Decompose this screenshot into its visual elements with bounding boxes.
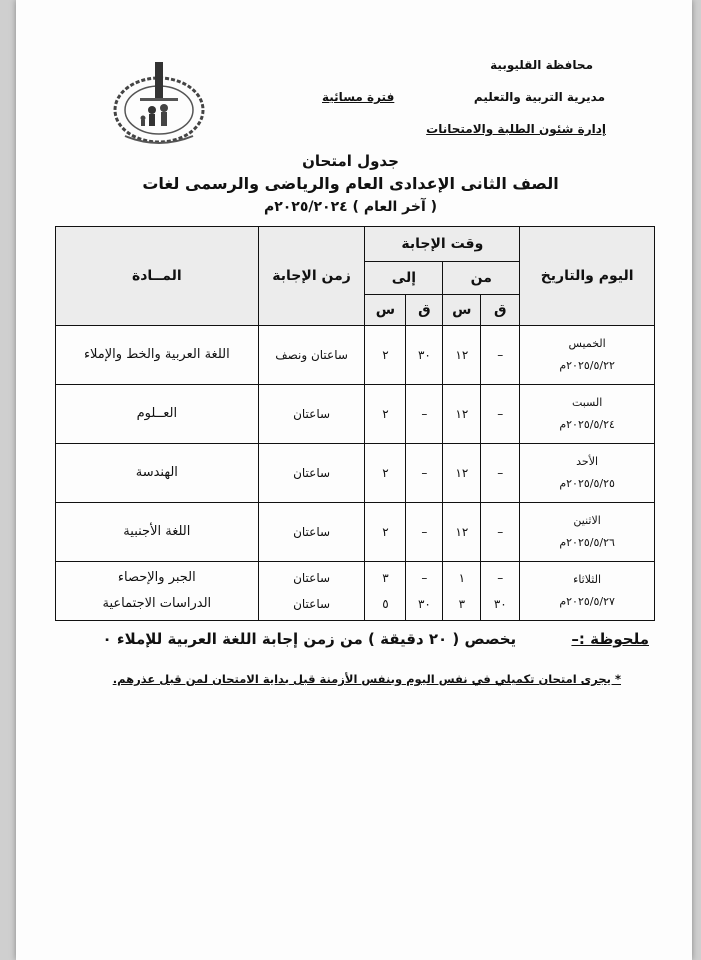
header-day-date: اليوم والتاريخ bbox=[520, 227, 655, 326]
subject-cell bbox=[56, 562, 259, 621]
to-minute-cell bbox=[406, 444, 443, 503]
duration-cell bbox=[258, 444, 365, 503]
subject-cell bbox=[56, 385, 259, 444]
to-hour-cell bbox=[365, 562, 406, 621]
day-date-cell bbox=[520, 326, 655, 385]
exam-date: ٢٠٢٥/٥/٢٧م bbox=[559, 595, 615, 608]
subject-value: اللغة الأجنبية bbox=[123, 524, 191, 539]
to-hour-value: ٢ bbox=[382, 348, 389, 362]
from-hour-cell bbox=[443, 562, 481, 621]
duration-value: ساعتان bbox=[293, 525, 331, 539]
to-hour-value: ٢ bbox=[382, 466, 389, 480]
header-to: إلى bbox=[365, 262, 443, 295]
from-minute-cell bbox=[481, 503, 520, 562]
subject-cell bbox=[56, 326, 259, 385]
from-hour-value: ١٢ bbox=[455, 525, 469, 539]
to-minute-value: – bbox=[421, 407, 428, 421]
table-row bbox=[56, 326, 655, 385]
from-minute-value: ٣٠ bbox=[493, 597, 507, 611]
to-hour-value: ٢ bbox=[382, 525, 389, 539]
table-row bbox=[56, 562, 655, 621]
exam-date: ٢٠٢٥/٥/٢٦م bbox=[559, 536, 615, 549]
year-title: ( آخر العام ) ٢٠٢٥/٢٠٢٤م bbox=[263, 199, 438, 215]
exam-date: ٢٠٢٥/٥/٢٤م bbox=[559, 418, 615, 431]
to-hour-cell bbox=[365, 444, 406, 503]
footnote: * يجرى امتحان تكميلي في نفس اليوم وبنفس الأزمنة قبل بداية الامتحان لمن قبل عذرهم. bbox=[112, 672, 621, 686]
day-name: السبت bbox=[571, 396, 603, 409]
to-hour-cell bbox=[365, 326, 406, 385]
directorate-label: مديرية التربية والتعليم bbox=[473, 90, 605, 104]
header-from-hour: س bbox=[443, 295, 481, 326]
exam-date: ٢٠٢٥/٥/٢٢م bbox=[559, 359, 615, 372]
day-name: الاثنين bbox=[573, 514, 601, 527]
table-row bbox=[56, 385, 655, 444]
header-to-hour: س bbox=[365, 295, 406, 326]
duration-cell bbox=[258, 385, 365, 444]
header-from: من bbox=[443, 262, 520, 295]
header-from-minute: ق bbox=[481, 295, 520, 326]
duration-cell bbox=[258, 326, 365, 385]
duration-cell bbox=[258, 562, 365, 621]
header-answer-time: وقت الإجابة bbox=[365, 227, 520, 262]
subject-value: الجبر والإحصاء bbox=[117, 570, 196, 585]
day-name: الثلاثاء bbox=[573, 573, 602, 586]
to-hour-value: ٥ bbox=[382, 597, 389, 611]
to-hour-cell bbox=[365, 503, 406, 562]
from-hour-value: ١٢ bbox=[455, 407, 469, 421]
from-hour-cell bbox=[443, 385, 481, 444]
from-minute-value: – bbox=[497, 525, 504, 539]
from-minute-cell bbox=[481, 385, 520, 444]
department-label: إدارة شئون الطلبة والامتحانات bbox=[426, 122, 606, 136]
duration-value: ساعتان ونصف bbox=[275, 348, 348, 362]
to-minute-value: – bbox=[421, 466, 428, 480]
header-subject: المــادة bbox=[56, 227, 259, 326]
from-minute-value: – bbox=[497, 466, 504, 480]
to-minute-cell bbox=[406, 562, 443, 621]
note-label: ملحوظة :– bbox=[571, 630, 649, 648]
duration-value: ساعتان bbox=[293, 466, 331, 480]
governorate-label: محافظة القليوبية bbox=[490, 58, 593, 72]
from-minute-cell bbox=[481, 444, 520, 503]
from-minute-cell bbox=[481, 562, 520, 621]
from-minute-cell bbox=[481, 326, 520, 385]
subject-value: الدراسات الاجتماعية bbox=[102, 596, 212, 611]
note-text: يخصص ( ٢٠ دقيقة ) من زمن إجابة اللغة العربية للإملاء ٠ bbox=[102, 630, 517, 648]
directorate-logo bbox=[110, 58, 208, 148]
header-to-minute: ق bbox=[406, 295, 443, 326]
subject-value: العــلوم bbox=[136, 406, 178, 421]
from-hour-value: ١٢ bbox=[455, 466, 469, 480]
duration-cell bbox=[258, 503, 365, 562]
to-minute-cell bbox=[406, 385, 443, 444]
duration-value: ساعتان bbox=[293, 571, 331, 585]
from-minute-value: – bbox=[497, 571, 504, 585]
subject-value: اللغة العربية والخط والإملاء bbox=[83, 347, 230, 362]
to-minute-cell bbox=[406, 326, 443, 385]
table-row bbox=[56, 444, 655, 503]
to-minute-value: ٣٠ bbox=[417, 597, 431, 611]
grade-title: الصف الثانى الإعدادى العام والرياضى والرسمى لغات bbox=[142, 174, 559, 193]
day-name: الخميس bbox=[568, 337, 606, 350]
from-minute-value: – bbox=[497, 407, 504, 421]
day-date-cell bbox=[520, 562, 655, 621]
exam-date: ٢٠٢٥/٥/٢٥م bbox=[559, 477, 615, 490]
from-hour-cell bbox=[443, 503, 481, 562]
exam-schedule-title: جدول امتحان bbox=[302, 152, 399, 170]
day-date-cell bbox=[520, 444, 655, 503]
to-minute-value: – bbox=[421, 571, 428, 585]
exam-schedule-table bbox=[55, 226, 655, 621]
subject-cell bbox=[56, 503, 259, 562]
to-minute-cell bbox=[406, 503, 443, 562]
from-hour-value: ١ bbox=[458, 571, 466, 585]
to-hour-cell bbox=[365, 385, 406, 444]
to-minute-value: ٣٠ bbox=[417, 348, 431, 362]
day-date-cell bbox=[520, 503, 655, 562]
table-row bbox=[56, 503, 655, 562]
day-date-cell bbox=[520, 385, 655, 444]
period-label: فترة مسائية bbox=[322, 90, 395, 104]
duration-value: ساعتان bbox=[293, 407, 331, 421]
from-hour-value: ١٢ bbox=[455, 348, 469, 362]
day-name: الأحد bbox=[576, 455, 599, 468]
header-duration: زمن الإجابة bbox=[258, 227, 365, 326]
from-minute-value: – bbox=[497, 348, 504, 362]
to-hour-value: ٣ bbox=[382, 571, 389, 585]
subject-value: الهندسة bbox=[135, 465, 178, 480]
from-hour-cell bbox=[443, 444, 481, 503]
from-hour-cell bbox=[443, 326, 481, 385]
note bbox=[103, 630, 649, 648]
from-hour-value: ٣ bbox=[458, 597, 466, 611]
subject-cell bbox=[56, 444, 259, 503]
to-minute-value: – bbox=[421, 525, 428, 539]
to-hour-value: ٢ bbox=[382, 407, 389, 421]
duration-value: ساعتان bbox=[293, 597, 331, 611]
